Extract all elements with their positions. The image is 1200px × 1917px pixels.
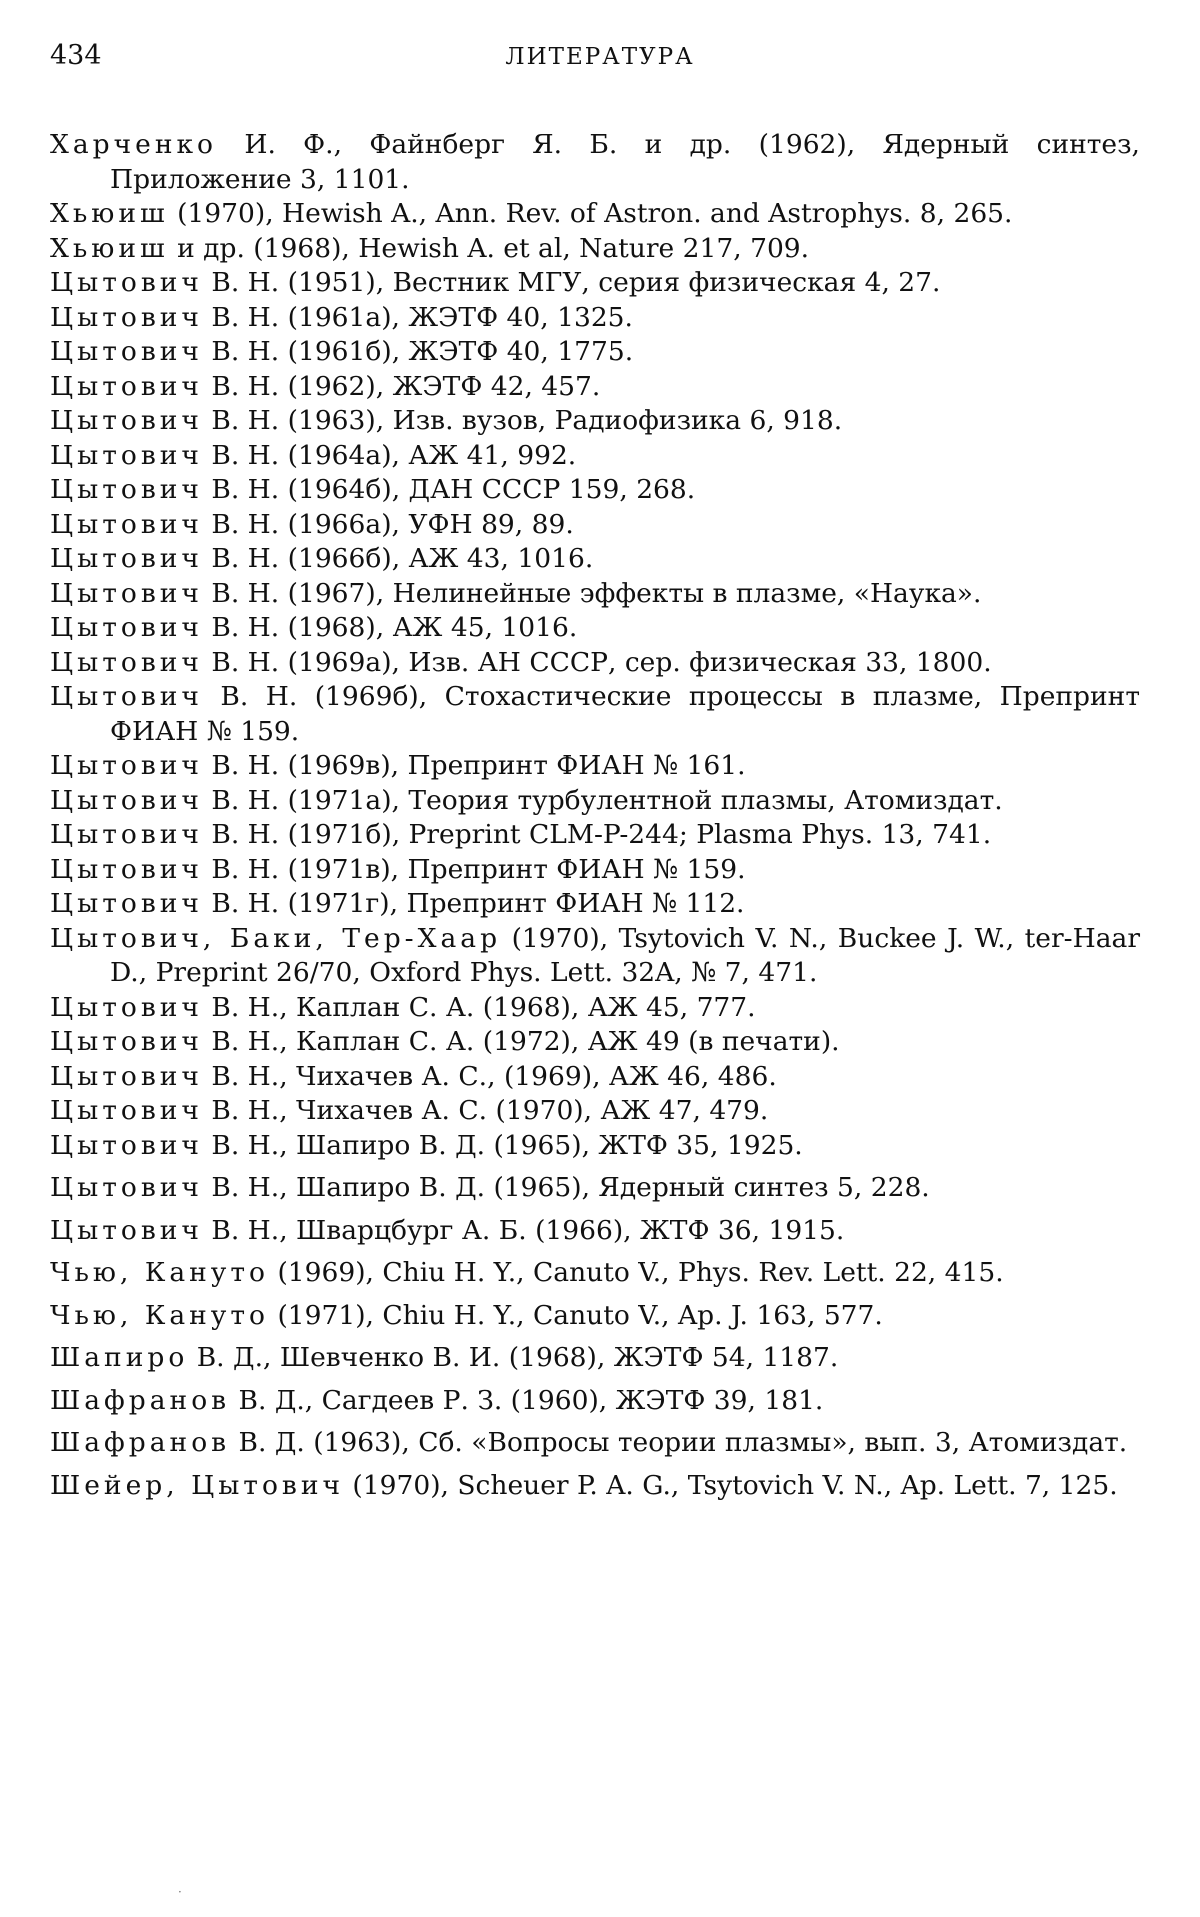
reference-author: Шапиро [50,1342,189,1373]
reference-entry [50,1060,1140,1095]
reference-text: (1971), Chiu H. Y., Canuto V., Ap. J. 163, 577. [269,1299,883,1331]
reference-text: В. Н., Чихачев А. С., (1969), АЖ 46, 486. [202,1060,777,1092]
reference-entry [50,404,1140,439]
reference-author: Цытович [50,819,203,850]
reference-entry [50,1299,1140,1334]
reference-entry [50,266,1140,301]
reference-entry [50,301,1140,336]
reference-author: Цытович [50,474,203,505]
reference-text: В. Н. (1966а), УФН 89, 89. [202,508,574,540]
reference-entry [50,680,1140,749]
reference-entry [50,1094,1140,1129]
reference-text: В. Н., Шапиро В. Д. (1965), ЖТФ 35, 1925. [202,1129,803,1161]
reference-author: Шафранов [50,1427,231,1458]
reference-text: В. Д. (1963), Сб. «Вопросы теории плазмы», вып. 3, Атомиздат. [230,1427,1128,1458]
reference-text: В. Н. (1969а), Изв. АН СССР, сер. физическая 33, 1800. [202,646,992,678]
reference-entry [50,1384,1140,1419]
reference-entry [50,370,1140,405]
reference-text: (1969), Chiu H. Y., Canuto V., Phys. Rev. Lett. 22, 415. [269,1257,1004,1288]
reference-entry [50,1426,1140,1461]
reference-text: В. Н. (1971а), Теория турбулентной плазмы, Атомиздат. [202,784,1003,816]
reference-author: Цытович [50,646,203,678]
reference-author: Цытович [50,543,203,574]
reference-entry [50,818,1140,853]
reference-entry [50,1025,1140,1060]
reference-text: В. Н. (1961б), ЖЭТФ 40, 1775. [202,336,634,367]
reference-author: Цытович [50,1214,203,1246]
reference-author: Цытович [50,301,203,333]
reference-text: В. Н. (1969б), Стохастические процессы в плазме, Препринт ФИАН № 159. [110,681,1140,747]
reference-text: В. Н. (1971г), Препринт ФИАН № 112. [202,888,745,919]
reference-entry [50,887,1140,922]
reference-text: В. Н. (1969в), Препринт ФИАН № 161. [202,750,746,781]
reference-text: (1970), Hewish A., Ann. Rev. of Astron. and Astrophys. 8, 265. [168,198,1013,229]
reference-author: Цытович [50,577,203,609]
reference-author: Цытович [50,853,203,885]
reference-entry [50,1214,1140,1249]
reference-entry [50,1469,1140,1504]
reference-text: В. Д., Шевченко В. И. (1968), ЖЭТФ 54, 1187. [188,1342,839,1373]
reference-text: В. Н. (1968), АЖ 45, 1016. [202,612,578,643]
reference-author: Цытович [50,888,203,919]
reference-text: В. Н. (1964а), АЖ 41, 992. [202,439,577,471]
reference-text: И. Ф., Файнберг Я. Б. и др. (1962), Ядерный синтез, Приложение 3, 1101. [110,129,1140,195]
reference-text: В. Н. (1963), Изв. вузов, Радиофизика 6, 918. [202,405,843,436]
reference-author: Цытович [50,991,203,1023]
reference-text: В. Н. (1962), ЖЭТФ 42, 457. [202,370,601,402]
reference-text: В. Н. (1966б), АЖ 43, 1016. [202,543,594,574]
reference-author: Цытович [50,1095,203,1126]
reference-author: Хьюиш [50,198,169,229]
reference-author: Цытович [50,439,203,471]
reference-entry [50,1341,1140,1376]
reference-entry [50,197,1140,232]
reference-entry [50,749,1140,784]
reference-text: В. Н., Шварцбург А. Б. (1966), ЖТФ 36, 1915. [202,1214,845,1246]
reference-entry [50,508,1140,543]
reference-text: (1970), Scheuer P. A. G., Tsytovich V. N., Ap. Lett. 7, 125. [344,1469,1118,1501]
reference-author: Хьюиш [50,232,169,264]
reference-author: Цытович [50,612,203,643]
reference-author: Цытович [50,1060,203,1092]
reference-author: Цытович [50,405,203,436]
reference-list [50,128,1140,1503]
reference-entry [50,922,1140,991]
reference-text: В. Д., Сагдеев Р. З. (1960), ЖЭТФ 39, 181. [230,1384,824,1416]
reference-entry [50,439,1140,474]
reference-author: Цытович [50,750,203,781]
reference-text: В. Н. (1964б), ДАН СССР 159, 268. [202,474,696,505]
reference-entry [50,1129,1140,1164]
reference-text: В. Н. (1971в), Препринт ФИАН № 159. [202,853,746,885]
reference-entry [50,473,1140,508]
reference-author: Шафранов [50,1384,231,1416]
reference-text: В. Н. (1961а), ЖЭТФ 40, 1325. [202,301,633,333]
reference-entry [50,335,1140,370]
page-number: 434 [50,40,102,71]
reference-text: В. Н., Каплан С. А. (1968), АЖ 45, 777. [202,991,756,1023]
reference-entry [50,646,1140,681]
running-title: ЛИТЕРАТУРА [505,44,695,70]
reference-author: Шейер, Цытович [50,1469,344,1501]
reference-author: Цытович [50,1026,203,1057]
reference-text: В. Н. (1971б), Preprint CLM-P-244; Plasma Phys. 13, 741. [202,819,992,850]
reference-author: Цытович [50,784,203,816]
reference-author: Цытович [50,681,203,712]
reference-author: Цытович [50,267,203,298]
reference-author: Чью, Кануто [50,1257,270,1288]
reference-entry [50,853,1140,888]
reference-entry [50,577,1140,612]
reference-author: Харченко [50,129,218,160]
reference-text: В. Н., Шапиро В. Д. (1965), Ядерный синтез 5, 228. [202,1172,930,1203]
reference-author: Чью, Кануто [50,1299,270,1331]
reference-text: (1970), Tsytovich V. N., Buckee J. W., ter-Haar D., Preprint 26/70, Oxford Phys. Lett. 32A, № 7, 471. [110,922,1140,988]
reference-author: Цытович [50,336,203,367]
reference-entry [50,784,1140,819]
reference-author: Цытович [50,1172,203,1203]
reference-entry [50,1256,1140,1291]
reference-entry [50,542,1140,577]
reference-entry [50,128,1140,197]
reference-text: В. Н. (1951), Вестник МГУ, серия физическая 4, 27. [202,267,941,298]
reference-author: Цытович, Баки, Тер-Хаар [50,922,502,954]
reference-author: Цытович [50,370,203,402]
reference-author: Цытович [50,508,203,540]
reference-text: В. Н. (1967), Нелинейные эффекты в плазме, «Наука». [202,577,982,609]
reference-text: В. Н., Чихачев А. С. (1970), АЖ 47, 479. [202,1095,769,1126]
reference-entry [50,611,1140,646]
reference-text: и др. (1968), Hewish A. et al, Nature 217, 709. [168,232,810,264]
reference-entry [50,1171,1140,1206]
reference-entry [50,232,1140,267]
reference-entry [50,991,1140,1026]
footer-mark: · [178,1885,182,1899]
reference-text: В. Н., Каплан С. А. (1972), АЖ 49 (в печати). [202,1026,840,1057]
reference-author: Цытович [50,1129,203,1161]
page-header [0,40,1200,80]
